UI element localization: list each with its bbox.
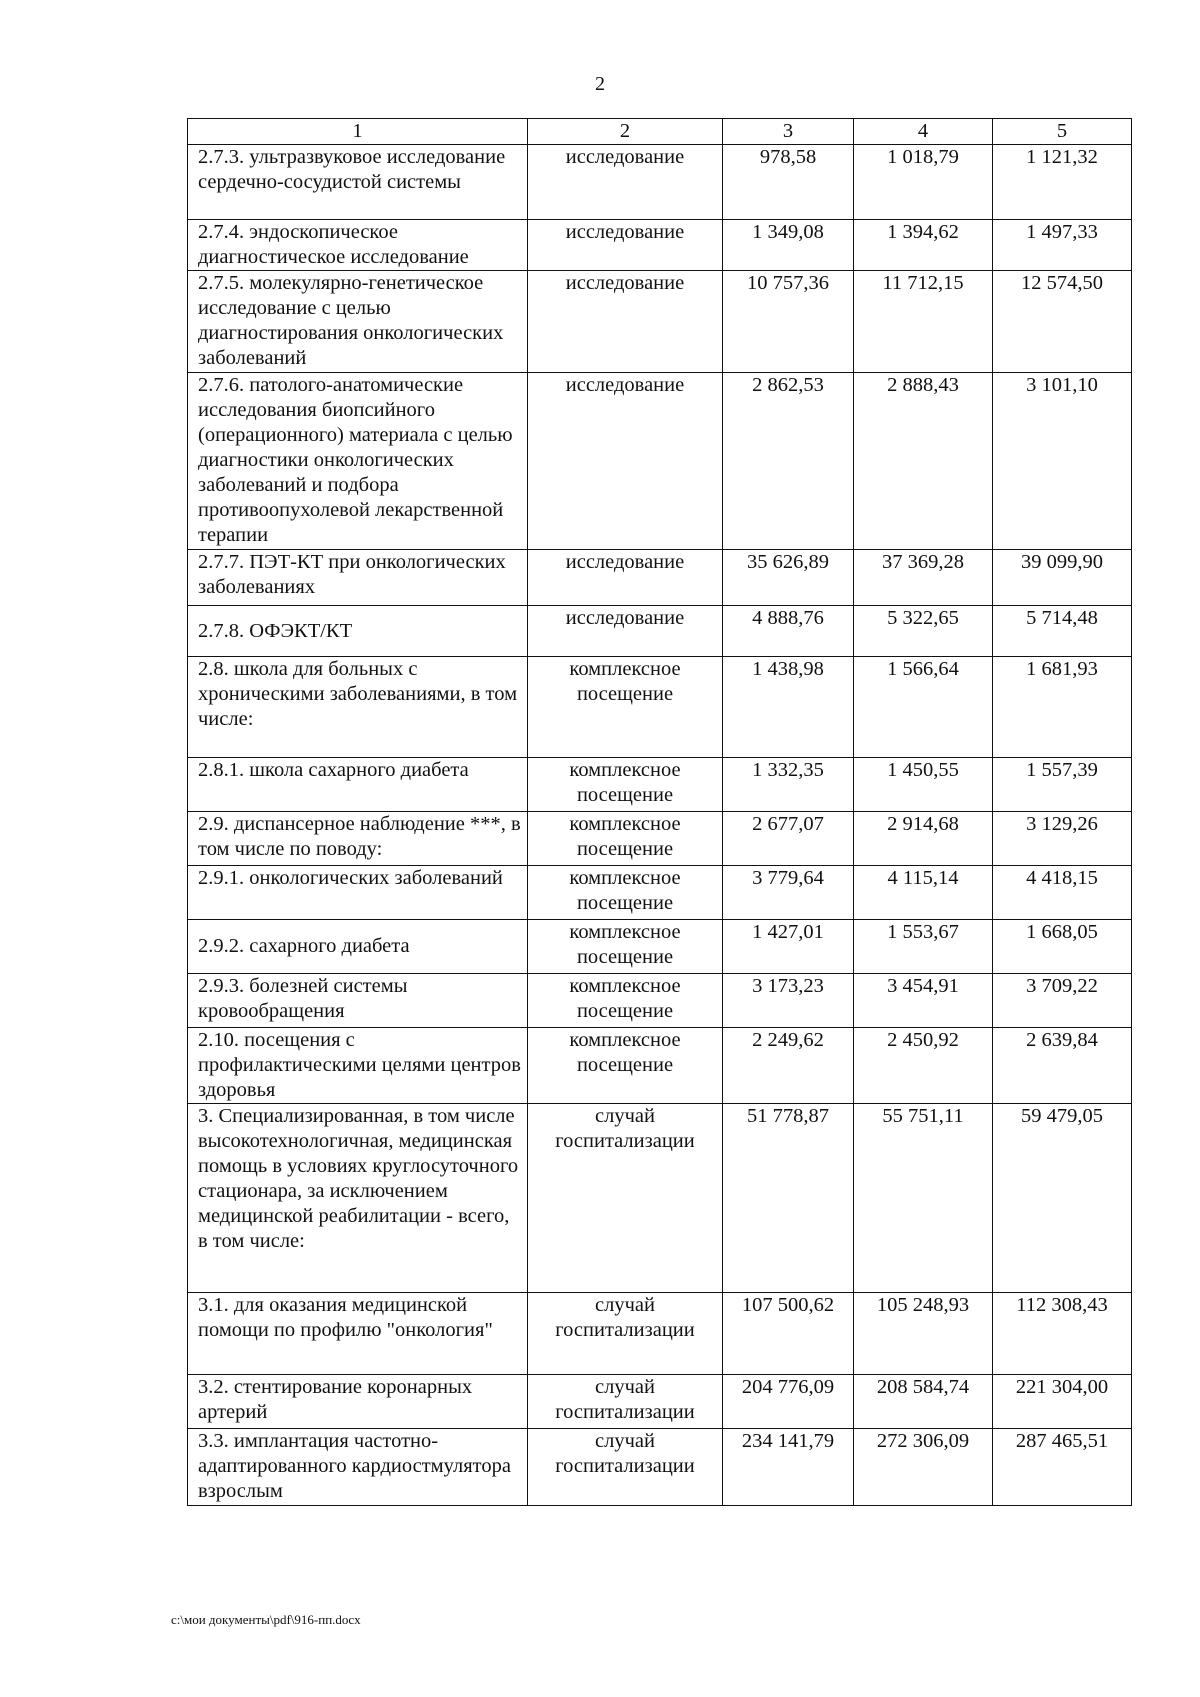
row-value-col5: 39 099,90 <box>993 550 1132 606</box>
header-col-5: 5 <box>993 119 1132 145</box>
table-row <box>188 1375 1132 1429</box>
row-value-col4: 2 914,68 <box>854 812 993 866</box>
table-row <box>188 271 1132 373</box>
header-col-2: 2 <box>528 119 723 145</box>
row-value-col5: 221 304,00 <box>993 1375 1132 1429</box>
row-value-col4: 105 248,93 <box>854 1293 993 1375</box>
row-label: 2.7.6. патолого-анатомические исследования биопсийного (операционного) материала с целью диагностики онкологических заболеваний и подбора противоопухолевой лекарственной терапии <box>188 373 528 550</box>
row-value-col4: 1 394,62 <box>854 220 993 271</box>
table-row <box>188 550 1132 606</box>
row-value-col4: 1 553,67 <box>854 920 993 974</box>
row-value-col4: 208 584,74 <box>854 1375 993 1429</box>
table-row <box>188 1104 1132 1293</box>
row-value-col5: 1 121,32 <box>993 145 1132 220</box>
row-value-col3: 2 862,53 <box>723 373 854 550</box>
row-unit: комплексное посещение <box>528 812 723 866</box>
table-row <box>188 920 1132 974</box>
row-value-col3: 3 779,64 <box>723 866 854 920</box>
row-value-col3: 978,58 <box>723 145 854 220</box>
row-value-col4: 2 450,92 <box>854 1028 993 1104</box>
row-label: 2.7.5. молекулярно-генетическое исследование с целью диагностирования онкологических заболеваний <box>188 271 528 373</box>
row-unit: исследование <box>528 271 723 373</box>
row-value-col3: 1 427,01 <box>723 920 854 974</box>
row-label: 2.9.3. болезней системы кровообращения <box>188 974 528 1028</box>
row-label: 3.3. имплантация частотно-адаптированного кардиостмулятора взрослым <box>188 1429 528 1506</box>
row-value-col3: 234 141,79 <box>723 1429 854 1506</box>
row-unit: комплексное посещение <box>528 974 723 1028</box>
row-value-col5: 287 465,51 <box>993 1429 1132 1506</box>
header-col-3: 3 <box>723 119 854 145</box>
row-value-col4: 37 369,28 <box>854 550 993 606</box>
table-row <box>188 220 1132 271</box>
row-value-col5: 3 101,10 <box>993 373 1132 550</box>
row-value-col4: 4 115,14 <box>854 866 993 920</box>
table-row <box>188 657 1132 758</box>
row-value-col3: 35 626,89 <box>723 550 854 606</box>
row-value-col3: 2 249,62 <box>723 1028 854 1104</box>
row-label: 3. Специализированная, в том числе высокотехнологичная, медицинская помощь в условиях круглосуточного стационара, за исключением медицинской реабилитации - всего, в том числе: <box>188 1104 528 1293</box>
row-unit: комплексное посещение <box>528 1028 723 1104</box>
row-value-col4: 1 018,79 <box>854 145 993 220</box>
table-row <box>188 866 1132 920</box>
row-unit: комплексное посещение <box>528 920 723 974</box>
row-unit: комплексное посещение <box>528 657 723 758</box>
row-value-col3: 3 173,23 <box>723 974 854 1028</box>
row-label: 3.1. для оказания медицинской помощи по профилю "онкология" <box>188 1293 528 1375</box>
header-col-4: 4 <box>854 119 993 145</box>
row-value-col5: 1 497,33 <box>993 220 1132 271</box>
row-unit: случай госпитализации <box>528 1293 723 1375</box>
row-label: 2.8. школа для больных с хроническими заболеваниями, в том числе: <box>188 657 528 758</box>
row-value-col4: 272 306,09 <box>854 1429 993 1506</box>
row-label: 2.7.4. эндоскопическое диагностическое исследование <box>188 220 528 271</box>
row-value-col3: 107 500,62 <box>723 1293 854 1375</box>
table-row <box>188 812 1132 866</box>
row-unit: исследование <box>528 220 723 271</box>
row-value-col5: 2 639,84 <box>993 1028 1132 1104</box>
table-row <box>188 606 1132 657</box>
row-value-col4: 3 454,91 <box>854 974 993 1028</box>
row-value-col4: 11 712,15 <box>854 271 993 373</box>
page-number: 2 <box>595 73 605 95</box>
row-label: 2.9.2. сахарного диабета <box>188 920 528 974</box>
row-value-col3: 10 757,36 <box>723 271 854 373</box>
row-unit: случай госпитализации <box>528 1104 723 1293</box>
row-value-col5: 1 557,39 <box>993 758 1132 812</box>
row-label: 2.10. посещения с профилактическими целями центров здоровья <box>188 1028 528 1104</box>
row-unit: исследование <box>528 145 723 220</box>
row-value-col5: 59 479,05 <box>993 1104 1132 1293</box>
table-row <box>188 145 1132 220</box>
row-value-col5: 5 714,48 <box>993 606 1132 657</box>
table-row <box>188 758 1132 812</box>
row-label: 2.9.1. онкологических заболеваний <box>188 866 528 920</box>
row-value-col4: 1 566,64 <box>854 657 993 758</box>
row-label: 2.9. диспансерное наблюдение ***, в том числе по поводу: <box>188 812 528 866</box>
row-unit: исследование <box>528 606 723 657</box>
row-value-col3: 2 677,07 <box>723 812 854 866</box>
header-col-1: 1 <box>188 119 528 145</box>
row-value-col5: 1 681,93 <box>993 657 1132 758</box>
row-unit: исследование <box>528 550 723 606</box>
row-value-col5: 3 129,26 <box>993 812 1132 866</box>
row-value-col5: 112 308,43 <box>993 1293 1132 1375</box>
row-label: 3.2. стентирование коронарных артерий <box>188 1375 528 1429</box>
row-value-col3: 1 438,98 <box>723 657 854 758</box>
table-row <box>188 373 1132 550</box>
row-unit: комплексное посещение <box>528 866 723 920</box>
row-unit: случай госпитализации <box>528 1429 723 1506</box>
row-value-col5: 4 418,15 <box>993 866 1132 920</box>
row-value-col5: 12 574,50 <box>993 271 1132 373</box>
row-label: 2.7.7. ПЭТ-КТ при онкологических заболеваниях <box>188 550 528 606</box>
row-value-col4: 1 450,55 <box>854 758 993 812</box>
row-value-col3: 4 888,76 <box>723 606 854 657</box>
row-value-col3: 1 332,35 <box>723 758 854 812</box>
table-row <box>188 1028 1132 1104</box>
row-label: 2.7.8. ОФЭКТ/КТ <box>188 606 528 657</box>
row-label: 2.7.3. ультразвуковое исследование сердечно-сосудистой системы <box>188 145 528 220</box>
row-value-col4: 5 322,65 <box>854 606 993 657</box>
table-row <box>188 1293 1132 1375</box>
row-value-col3: 1 349,08 <box>723 220 854 271</box>
row-value-col3: 204 776,09 <box>723 1375 854 1429</box>
tariff-table <box>187 118 1132 1506</box>
row-label: 2.8.1. школа сахарного диабета <box>188 758 528 812</box>
row-value-col5: 1 668,05 <box>993 920 1132 974</box>
row-value-col3: 51 778,87 <box>723 1104 854 1293</box>
row-unit: исследование <box>528 373 723 550</box>
row-unit: случай госпитализации <box>528 1375 723 1429</box>
table-row <box>188 974 1132 1028</box>
row-value-col4: 2 888,43 <box>854 373 993 550</box>
document-file-path: c:\мои документы\pdf\916-пп.docx <box>171 1612 361 1627</box>
row-value-col5: 3 709,22 <box>993 974 1132 1028</box>
row-unit: комплексное посещение <box>528 758 723 812</box>
row-value-col4: 55 751,11 <box>854 1104 993 1293</box>
table-header-row <box>188 119 1132 145</box>
table-row <box>188 1429 1132 1506</box>
